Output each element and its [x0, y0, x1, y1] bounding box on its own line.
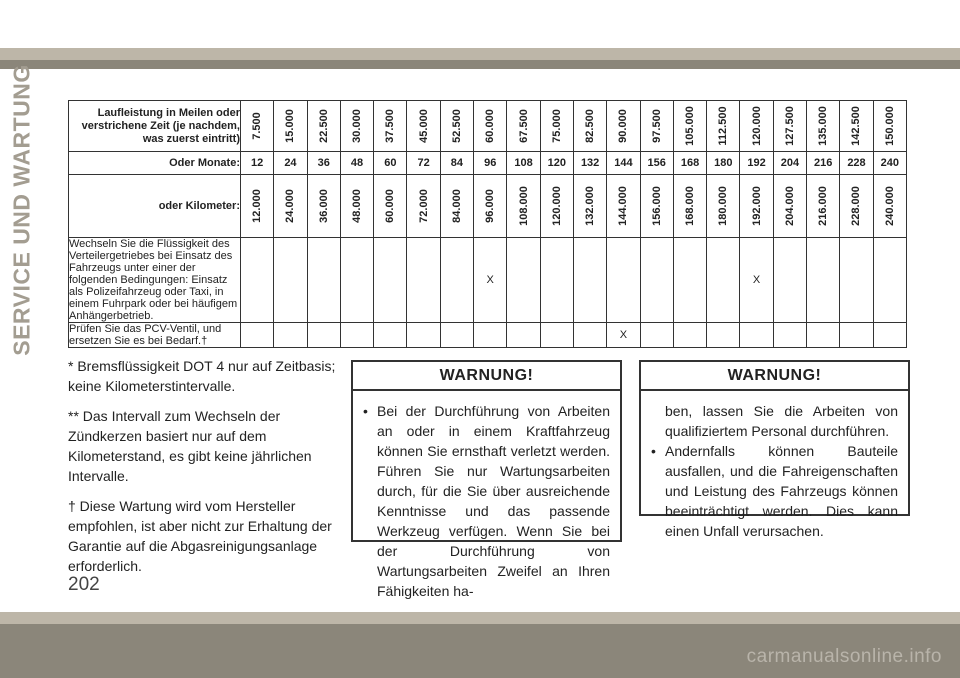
task-mark	[274, 323, 307, 348]
months-value: 120	[540, 152, 573, 175]
miles-value-text: 135.000	[817, 106, 830, 146]
miles-value	[407, 101, 440, 152]
task-mark	[873, 238, 906, 323]
task-mark	[840, 323, 873, 348]
miles-value-text: 75.000	[550, 109, 563, 143]
miles-value	[573, 101, 606, 152]
warning-bullet-text: Andernfalls können Bauteile ausfallen, und die Fahreigenschaften und Leistung des Fahrzeugs können beeinträchtigt werden. Dies kann einen Unfall verursachen.	[665, 443, 898, 539]
miles-value-text: 45.000	[417, 109, 430, 143]
miles-row	[69, 101, 907, 152]
km-value	[773, 175, 806, 238]
months-value: 192	[740, 152, 773, 175]
task-mark	[507, 238, 540, 323]
months-value: 216	[807, 152, 840, 175]
bullet-icon: •	[651, 443, 656, 459]
months-value: 60	[374, 152, 407, 175]
km-value-text: 72.000	[417, 189, 430, 223]
miles-value-text: 90.000	[617, 109, 630, 143]
km-value-text: 48.000	[351, 189, 364, 223]
task-mark	[807, 238, 840, 323]
task-mark	[241, 323, 274, 348]
km-value-text: 120.000	[550, 186, 563, 226]
miles-value	[773, 101, 806, 152]
months-value: 84	[440, 152, 473, 175]
miles-value-text: 30.000	[351, 109, 364, 143]
task-mark	[274, 238, 307, 323]
task-mark	[707, 238, 740, 323]
footnote-manufacturer-recommendation: † Diese Wartung wird vom Hersteller empfohlen, ist aber nicht zur Erhaltung der Garantie auf die Abgasreinigungsanlage erforderlich.	[68, 498, 332, 574]
km-value	[474, 175, 507, 238]
task-mark	[407, 323, 440, 348]
km-value	[573, 175, 606, 238]
km-value	[407, 175, 440, 238]
months-value: 168	[673, 152, 706, 175]
task-mark	[307, 238, 340, 323]
miles-value	[241, 101, 274, 152]
months-value: 36	[307, 152, 340, 175]
task-mark: X	[474, 238, 507, 323]
months-value: 48	[340, 152, 373, 175]
miles-value	[640, 101, 673, 152]
task-mark	[607, 238, 640, 323]
months-value: 12	[241, 152, 274, 175]
months-value: 144	[607, 152, 640, 175]
task-mark	[673, 323, 706, 348]
km-value-text: 36.000	[317, 189, 330, 223]
miles-header: Laufleistung in Meilen oder verstrichene Zeit (je nachdem, was zuerst eintritt)	[69, 101, 241, 152]
miles-value-text: 142.500	[850, 106, 863, 146]
warning-box-2	[639, 360, 910, 539]
km-value	[740, 175, 773, 238]
km-value	[807, 175, 840, 238]
warning-bullet	[651, 441, 898, 541]
warning-box-1	[351, 360, 622, 599]
page-number: 202	[68, 574, 100, 595]
top-margin	[0, 0, 960, 48]
miles-value-text: 37.500	[384, 109, 397, 143]
warning-bullet-text: Bei der Durchführung von Arbeiten an oder in einem Kraftfahrzeug können Sie ernsthaft verletzt werden. Führen Sie nur Wartungsarbeiten durch, für die Sie über ausreichende Kenntnisse und das passende Werkzeug verfügen. Wenn Sie bei der Durchführung von Wartungsarbeiten Zweifel an Ihren Fähigkeiten ha-	[377, 403, 610, 599]
km-value-text: 84.000	[450, 189, 463, 223]
task-mark	[773, 323, 806, 348]
task-row	[69, 238, 907, 323]
miles-value	[374, 101, 407, 152]
task-mark	[340, 238, 373, 323]
task-mark	[474, 323, 507, 348]
km-value-text: 144.000	[617, 186, 630, 226]
task-row	[69, 323, 907, 348]
miles-value-text: 67.500	[517, 109, 530, 143]
warning-title: WARNUNG!	[641, 362, 908, 391]
task-mark	[440, 323, 473, 348]
months-value: 96	[474, 152, 507, 175]
km-value-text: 156.000	[650, 186, 663, 226]
km-value	[440, 175, 473, 238]
miles-value	[474, 101, 507, 152]
bottom-band-light	[0, 612, 960, 624]
miles-value	[340, 101, 373, 152]
task-mark	[374, 238, 407, 323]
months-value: 72	[407, 152, 440, 175]
section-side-title	[0, 64, 46, 356]
maintenance-schedule-table	[68, 100, 907, 348]
km-value	[873, 175, 906, 238]
footnote-spark-plugs: ** Das Intervall zum Wechseln der Zündkerzen basiert nur auf dem Kilometerstand, es gibt keine jährlichen Intervalle.	[68, 408, 312, 484]
task-mark: X	[740, 238, 773, 323]
task-mark	[740, 323, 773, 348]
task-mark	[540, 323, 573, 348]
months-value: 156	[640, 152, 673, 175]
km-value	[307, 175, 340, 238]
miles-value-text: 120.000	[750, 106, 763, 146]
miles-value	[707, 101, 740, 152]
warning-bullet	[363, 401, 610, 601]
km-value	[540, 175, 573, 238]
months-value: 24	[274, 152, 307, 175]
miles-value	[307, 101, 340, 152]
km-value	[607, 175, 640, 238]
km-value-text: 180.000	[717, 186, 730, 226]
miles-value-text: 82.500	[584, 109, 597, 143]
task-mark	[773, 238, 806, 323]
task-mark	[307, 323, 340, 348]
km-header: oder Kilometer:	[69, 175, 241, 238]
footnotes	[68, 356, 338, 586]
miles-value-text: 97.500	[650, 109, 663, 143]
footnote-brake-fluid: * Bremsflüssigkeit DOT 4 nur auf Zeitbasis; keine Kilometerstintervalle.	[68, 358, 336, 394]
months-value: 240	[873, 152, 906, 175]
miles-value-text: 15.000	[284, 109, 297, 143]
task-mark	[573, 323, 606, 348]
warning-continuation-text: ben, lassen Sie die Arbeiten von qualifiziertem Personal durchführen.	[665, 403, 898, 439]
top-band-dark	[0, 60, 960, 69]
months-header: Oder Monate:	[69, 152, 241, 175]
km-value-text: 108.000	[517, 186, 530, 226]
km-value	[241, 175, 274, 238]
miles-value-text: 22.500	[317, 109, 330, 143]
task-description: Wechseln Sie die Flüssigkeit des Verteilergetriebes bei Einsatz des Fahrzeugs unter einer der folgenden Bedingungen: Einsatz als Polizeifahrzeug oder Taxi, in einem Fuhrpark oder bei häufigem Anhängerbetrieb.	[69, 238, 241, 323]
km-value	[640, 175, 673, 238]
miles-value	[274, 101, 307, 152]
km-value-text: 12.000	[251, 189, 264, 223]
km-value	[673, 175, 706, 238]
task-mark	[573, 238, 606, 323]
months-value: 108	[507, 152, 540, 175]
km-row	[69, 175, 907, 238]
task-mark	[673, 238, 706, 323]
miles-value-text: 112.500	[717, 106, 730, 146]
km-value	[340, 175, 373, 238]
km-value	[507, 175, 540, 238]
task-mark	[873, 323, 906, 348]
task-mark	[707, 323, 740, 348]
task-mark	[507, 323, 540, 348]
months-value: 204	[773, 152, 806, 175]
months-row	[69, 152, 907, 175]
task-mark	[640, 323, 673, 348]
miles-value	[440, 101, 473, 152]
watermark: carmanualsonline.info	[746, 646, 942, 667]
miles-value-text: 105.000	[684, 106, 696, 146]
km-value-text: 96.000	[484, 189, 497, 223]
task-mark	[241, 238, 274, 323]
months-value: 132	[573, 152, 606, 175]
km-value-text: 216.000	[817, 186, 830, 226]
bullet-icon: •	[363, 403, 368, 419]
task-mark	[374, 323, 407, 348]
miles-value	[840, 101, 873, 152]
months-value: 180	[707, 152, 740, 175]
miles-value	[873, 101, 906, 152]
miles-value-text: 150.000	[883, 106, 896, 146]
miles-value	[507, 101, 540, 152]
task-mark	[440, 238, 473, 323]
km-value	[274, 175, 307, 238]
km-value-text: 228.000	[850, 186, 863, 226]
top-band-light	[0, 48, 960, 60]
task-mark	[340, 323, 373, 348]
miles-value	[540, 101, 573, 152]
miles-value	[673, 101, 706, 152]
miles-value	[740, 101, 773, 152]
task-description: Prüfen Sie das PCV-Ventil, und ersetzen Sie es bei Bedarf.†	[69, 323, 241, 348]
task-mark	[640, 238, 673, 323]
task-mark	[407, 238, 440, 323]
miles-value-text: 52.500	[450, 109, 463, 143]
km-value-text: 204.000	[783, 186, 796, 226]
km-value	[374, 175, 407, 238]
km-value-text: 24.000	[284, 189, 297, 223]
miles-value-text: 60.000	[484, 109, 497, 143]
task-mark	[540, 238, 573, 323]
km-value-text: 60.000	[384, 189, 397, 223]
km-value-text: 168.000	[684, 186, 696, 226]
km-value-text: 132.000	[584, 186, 597, 226]
km-value-text: 240.000	[883, 186, 896, 226]
task-mark: X	[607, 323, 640, 348]
task-mark	[807, 323, 840, 348]
miles-value-text: 7.500	[251, 112, 264, 140]
km-value	[840, 175, 873, 238]
miles-value-text: 127.500	[783, 106, 796, 146]
task-mark	[840, 238, 873, 323]
section-side-title-text: SERVICE UND WARTUNG	[8, 64, 35, 356]
km-value-text: 192.000	[750, 186, 763, 226]
miles-value	[607, 101, 640, 152]
km-value	[707, 175, 740, 238]
warning-title: WARNUNG!	[353, 362, 620, 391]
miles-value	[807, 101, 840, 152]
months-value: 228	[840, 152, 873, 175]
